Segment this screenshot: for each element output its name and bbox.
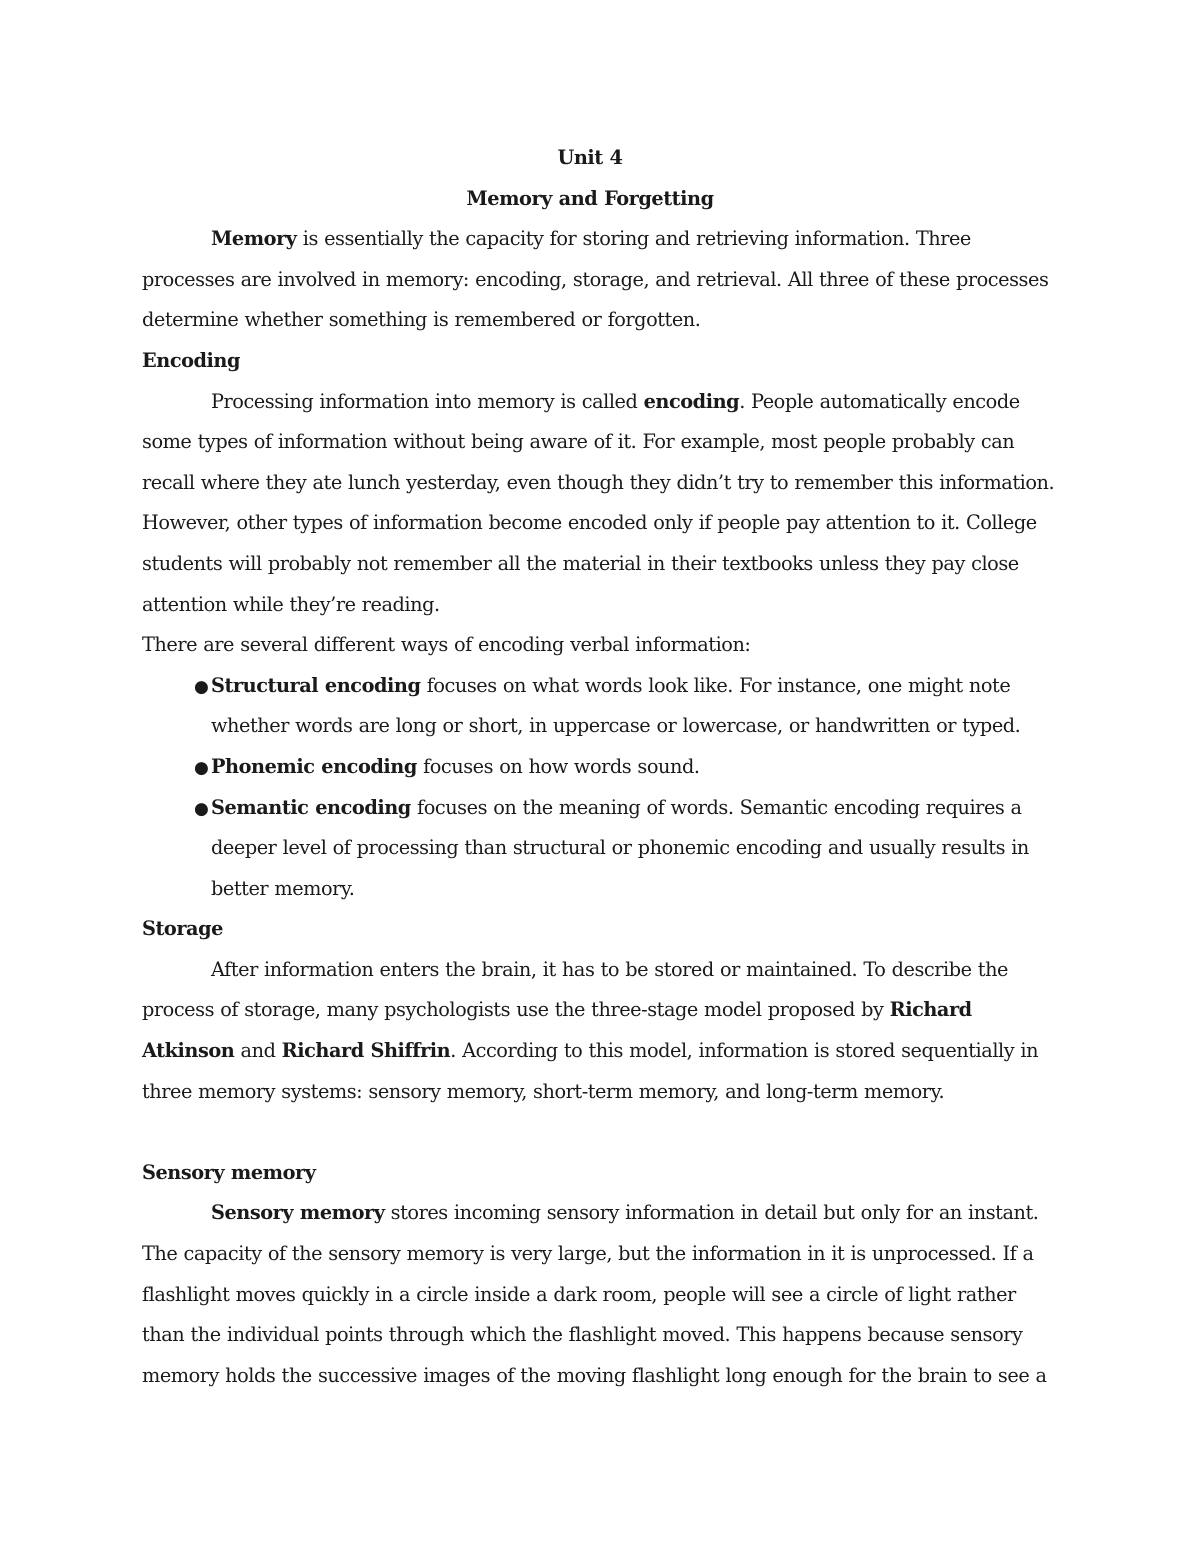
storage-heading: Storage [142, 917, 223, 941]
sensory-line-1: Sensory memory stores incoming sensory information in detail but only for an instant. [211, 1201, 1039, 1225]
sensory-line-3: flashlight moves quickly in a circle inside a dark room, people will see a circle of light rather [142, 1282, 1016, 1306]
encoding-line-1: Processing information into memory is called encoding. People automatically encode [211, 389, 1020, 413]
intro-line-1: Memory is essentially the capacity for storing and retrieving information. Three [211, 227, 971, 251]
encoding-line-3: recall where they ate lunch yesterday, even though they didn’t try to remember this information. [142, 470, 1055, 494]
bullet-continuation: better memory. [211, 876, 355, 900]
document-title: Memory and Forgetting [466, 186, 714, 210]
storage-line-2: process of storage, many psychologists use the three-stage model proposed by Richard [142, 998, 972, 1022]
bullet-item-structural: ● Structural encoding focuses on what words look like. For instance, one might note [142, 666, 1050, 707]
encoding-line-2: some types of information without being aware of it. For example, most people probably can [142, 430, 1015, 454]
storage-line-4: three memory systems: sensory memory, short-term memory, and long-term memory. [142, 1079, 945, 1103]
unit-heading: Unit 4 [557, 146, 623, 169]
storage-line-1: After information enters the brain, it has to be stored or maintained. To describe the [211, 957, 1008, 981]
sensory-line-4: than the individual points through which the flashlight moved. This happens because sensory [142, 1323, 1023, 1347]
bullet-continuation: deeper level of processing than structural or phonemic encoding and usually results in [211, 836, 1029, 860]
bullet-icon: ● [194, 798, 209, 819]
sensory-line-2: The capacity of the sensory memory is very large, but the information in it is unprocessed. If a [142, 1242, 1034, 1266]
bullet-item-semantic: ● Semantic encoding focuses on the meaning of words. Semantic encoding requires a [142, 788, 1050, 829]
paragraph-spacer [142, 1112, 1050, 1153]
sensory-line-5: memory holds the successive images of the moving flashlight long enough for the brain to see a [142, 1363, 1047, 1387]
bullet-icon: ● [194, 757, 209, 778]
encoding-ways-intro: There are several different ways of encoding verbal information: [142, 633, 751, 657]
intro-line-2: processes are involved in memory: encoding, storage, and retrieval. All three of these processes [142, 267, 1049, 291]
encoding-line-5: students will probably not remember all the material in their textbooks unless they pay close [142, 551, 1019, 575]
bullet-item-phonemic: ● Phonemic encoding focuses on how words sound. [142, 747, 1050, 788]
storage-line-3: Atkinson and Richard Shiffrin. According to this model, information is stored sequentially in [142, 1039, 1039, 1063]
sensory-heading: Sensory memory [142, 1160, 316, 1184]
encoding-line-4: However, other types of information become encoded only if people pay attention to it. College [142, 511, 1037, 535]
bullet-continuation: whether words are long or short, in uppercase or lowercase, or handwritten or typed. [211, 714, 1021, 738]
encoding-heading: Encoding [142, 348, 241, 372]
intro-line-3: determine whether something is remembered or forgotten. [142, 308, 701, 332]
bullet-icon: ● [194, 676, 209, 697]
encoding-line-6: attention while they’re reading. [142, 592, 440, 616]
encoding-term: encoding [643, 389, 740, 413]
intro-term: Memory [211, 227, 297, 251]
